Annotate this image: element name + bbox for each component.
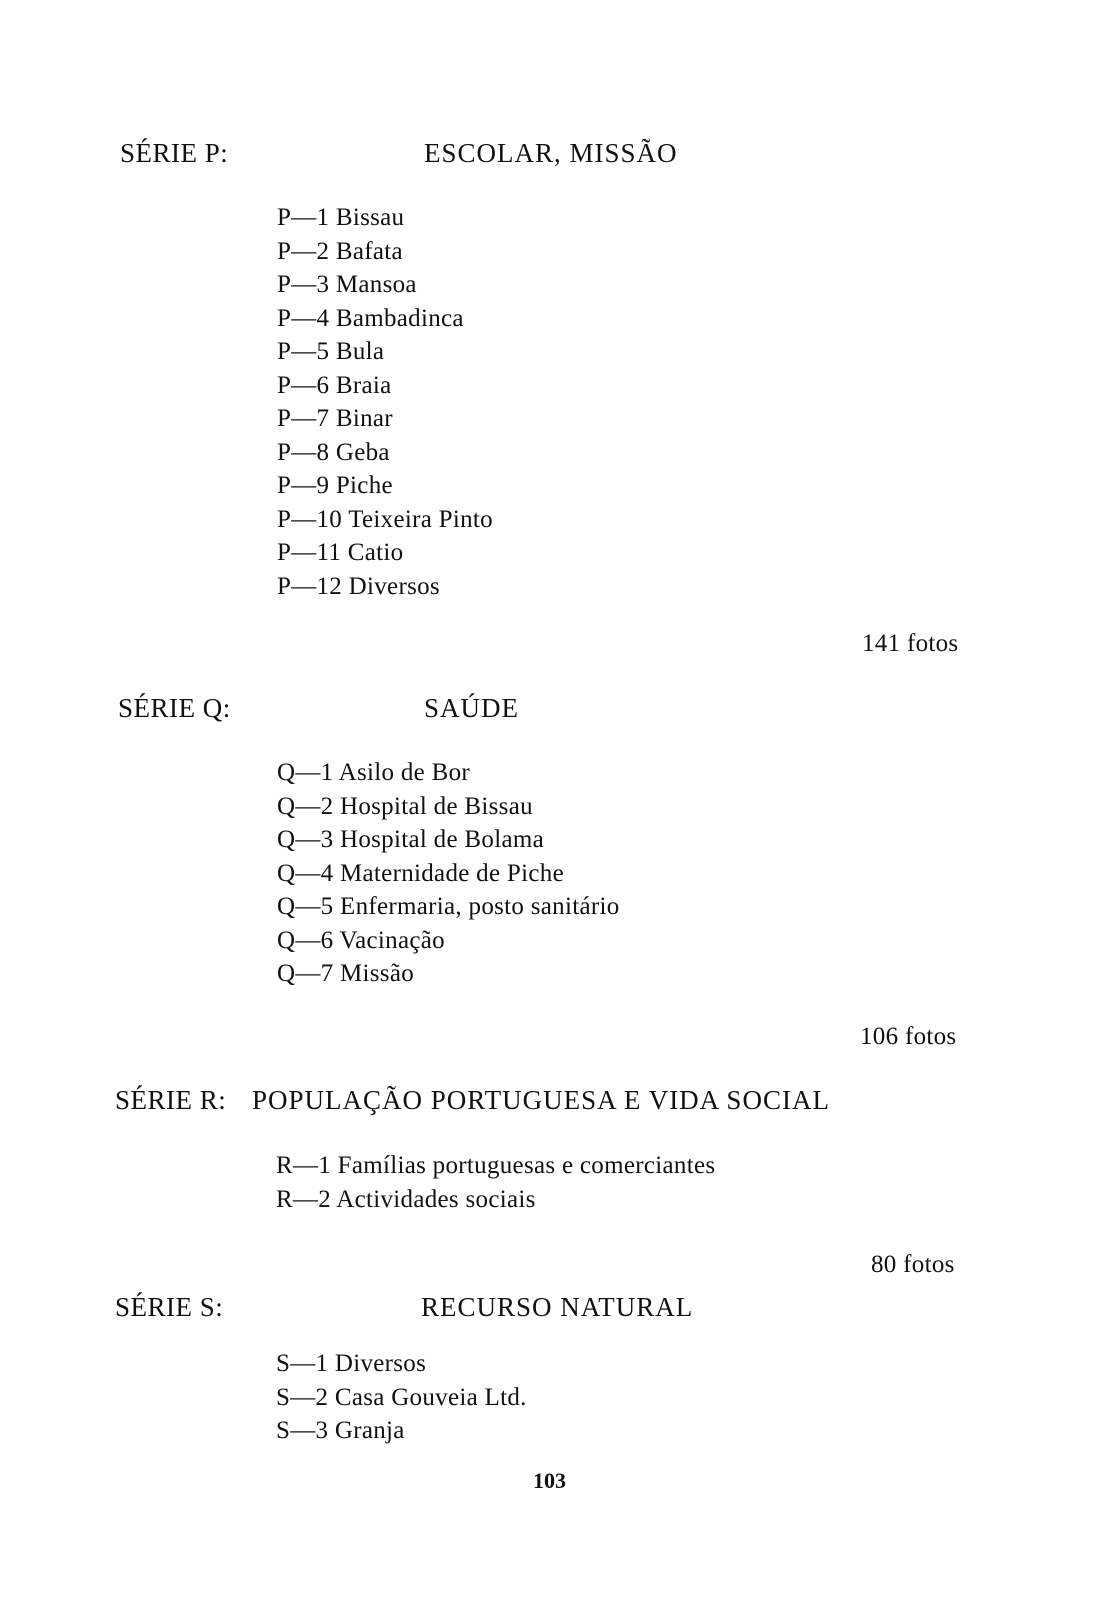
list-item: R—2 Actividades sociais [276,1185,536,1213]
list-item: P—6 Braia [277,371,392,399]
list-item: P—7 Binar [277,405,393,432]
list-item: S—2 Casa Gouveia Ltd. [276,1383,527,1411]
series-r-label: SÉRIE R: [115,1085,227,1115]
series-p-title: ESCOLAR, MISSÃO [424,138,678,168]
list-item: Q—5 Enfermaria, posto sanitário [277,893,620,920]
list-item: Q—2 Hospital de Bissau [277,792,533,820]
list-item: P—3 Mansoa [277,271,417,298]
series-s-list [276,1347,527,1448]
page-number: 103 [533,1468,566,1493]
series-q-list [277,756,620,991]
list-item: P—9 Piche [277,472,393,499]
series-s-title: RECURSO NATURAL [421,1292,694,1322]
list-item: P—4 Bambadinca [277,304,464,332]
list-item: P—10 Teixeira Pinto [277,505,493,533]
series-r-total: 80 fotos [871,1251,955,1278]
series-r-list [276,1149,715,1216]
series-p-list [277,201,493,603]
list-item: S—1 Diversos [276,1350,427,1377]
list-item: Q—6 Vacinação [277,926,445,954]
series-p-total: 141 fotos [862,630,959,657]
series-q-total: 106 fotos [860,1023,957,1050]
series-q-title: SAÚDE [424,693,520,723]
list-item: Q—1 Asilo de Bor [277,759,470,786]
list-item: P—5 Bula [277,338,385,365]
list-item: P—2 Bafata [277,237,403,265]
list-item: Q—4 Maternidade de Piche [277,859,564,887]
list-item: P—11 Catio [277,539,404,566]
list-item: Q—7 Missão [277,960,415,987]
series-s-label: SÉRIE S: [115,1292,224,1322]
series-q-label: SÉRIE Q: [118,693,231,723]
list-item: P—12 Diversos [277,572,440,600]
list-item: R—1 Famílias portuguesas e comerciantes [276,1152,716,1179]
series-r-title: POPULAÇÃO PORTUGUESA E VIDA SOCIAL [252,1085,830,1115]
list-item: P—1 Bissau [277,204,405,231]
list-item: S—3 Granja [276,1417,405,1444]
series-p-label: SÉRIE P: [120,138,229,168]
list-item: Q—3 Hospital de Bolama [277,826,544,853]
list-item: P—8 Geba [277,438,390,466]
